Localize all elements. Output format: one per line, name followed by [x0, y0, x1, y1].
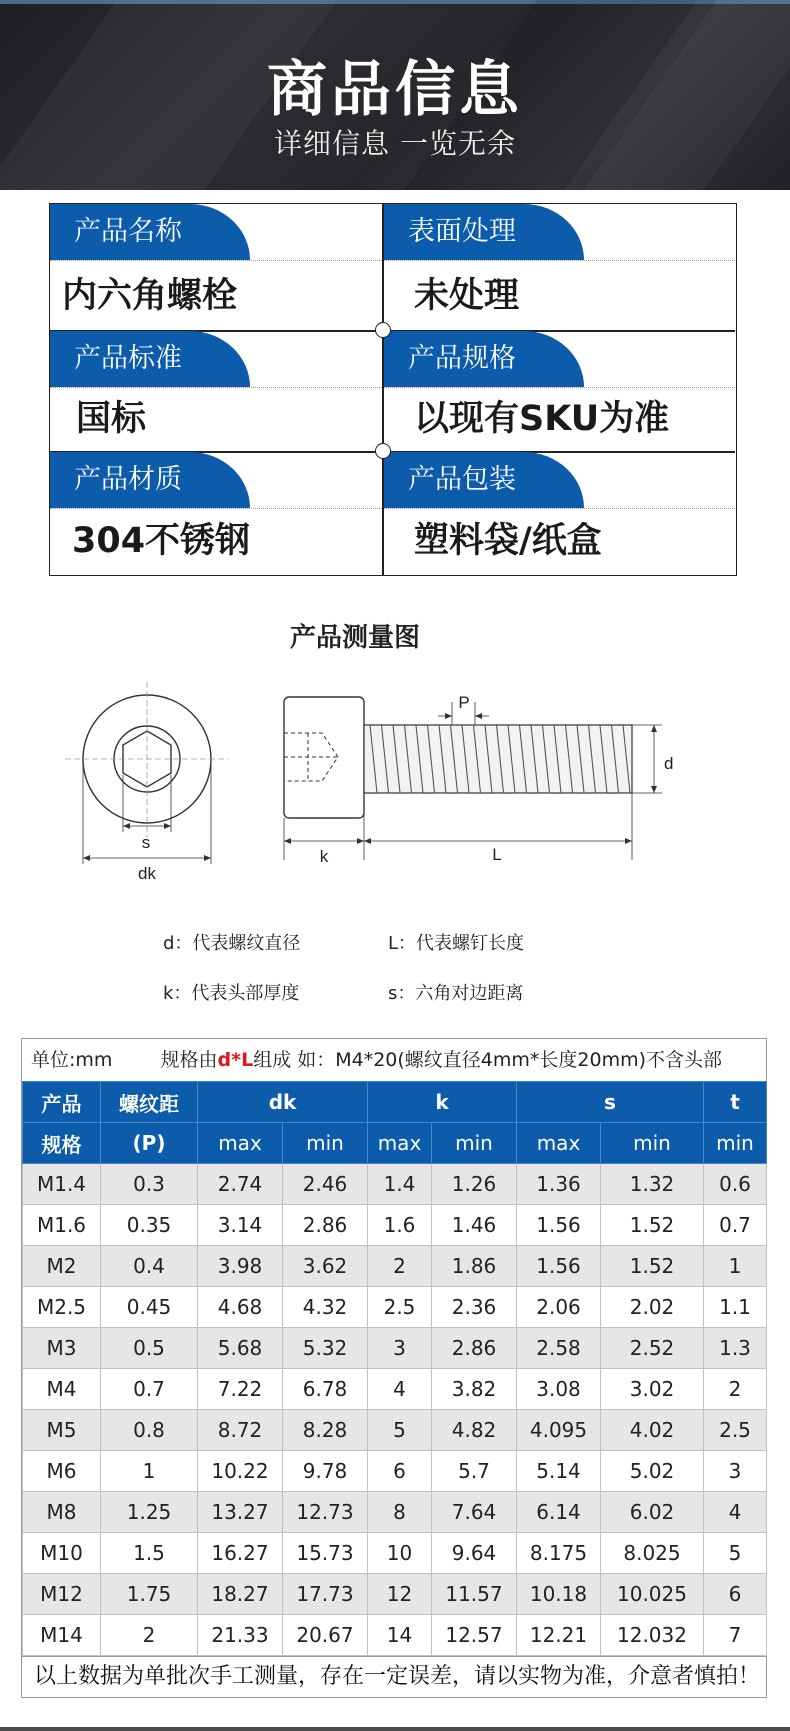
table-row	[23, 1369, 767, 1410]
table-cell: 9.64	[432, 1533, 517, 1574]
table-cell: M3	[23, 1328, 101, 1369]
header-s: s	[517, 1082, 704, 1123]
label-product-material: 产品材质	[50, 452, 250, 508]
table-cell: 3	[368, 1328, 432, 1369]
table-cell: 1.4	[368, 1164, 432, 1205]
table-cell: 14	[368, 1615, 432, 1656]
table-cell: 0.45	[101, 1287, 198, 1328]
subheader-dk-max: max	[198, 1123, 283, 1164]
table-cell: M8	[23, 1492, 101, 1533]
side-view	[284, 697, 662, 860]
header-pitch: 螺纹距	[101, 1082, 198, 1123]
table-cell: 1.56	[517, 1205, 601, 1246]
table-cell: 16.27	[198, 1533, 283, 1574]
subheader-k-max: max	[368, 1123, 432, 1164]
table-cell: 0.4	[101, 1246, 198, 1287]
subheader-s-min: min	[601, 1123, 704, 1164]
value-product-packaging: 塑料袋/纸盒	[414, 521, 602, 561]
table-cell: 2.46	[283, 1164, 368, 1205]
table-cell: 1.25	[101, 1492, 198, 1533]
table-cell: 5.32	[283, 1328, 368, 1369]
table-cell: M2.5	[23, 1287, 101, 1328]
table-cell: 2.74	[198, 1164, 283, 1205]
table-cell: 8.28	[283, 1410, 368, 1451]
table-cell: 3	[704, 1451, 767, 1492]
table-cell: 13.27	[198, 1492, 283, 1533]
subheader-spec: 规格	[23, 1123, 101, 1164]
table-cell: M4	[23, 1369, 101, 1410]
note-highlight: d*L	[217, 1049, 254, 1071]
table-cell: M1.6	[23, 1205, 101, 1246]
table-cell: 17.73	[283, 1574, 368, 1615]
table-cell: 1.46	[432, 1205, 517, 1246]
table-cell: 4	[704, 1492, 767, 1533]
note-suffix: 组成 如：M4*20(螺纹直径4mm*长度20mm)不含头部	[253, 1049, 723, 1071]
table-cell: 3.62	[283, 1246, 368, 1287]
legend-l: L：代表螺钉长度	[388, 933, 525, 954]
bottom-bar	[0, 1727, 790, 1731]
table-cell: 6.78	[283, 1369, 368, 1410]
table-cell: 4	[368, 1369, 432, 1410]
table-cell: 1.6	[368, 1205, 432, 1246]
table-cell: M1.4	[23, 1164, 101, 1205]
table-cell: 12	[368, 1574, 432, 1615]
table-row	[23, 1287, 767, 1328]
table-cell: 10.22	[198, 1451, 283, 1492]
table-cell: 5.68	[198, 1328, 283, 1369]
table-cell: 7.64	[432, 1492, 517, 1533]
dim-label-k: k	[319, 847, 329, 866]
table-cell: 2.5	[368, 1287, 432, 1328]
table-cell: 2.02	[601, 1287, 704, 1328]
table-cell: 8.025	[601, 1533, 704, 1574]
table-cell: 8	[368, 1492, 432, 1533]
table-cell: 0.6	[704, 1164, 767, 1205]
table-cell: 0.8	[101, 1410, 198, 1451]
diagram-title: 产品测量图	[289, 623, 420, 653]
subheader-dk-min: min	[283, 1123, 368, 1164]
legend-k: k：代表头部厚度	[163, 983, 300, 1004]
table-cell: 10.18	[517, 1574, 601, 1615]
table-cell: 6.02	[601, 1492, 704, 1533]
table-cell: 5	[368, 1410, 432, 1451]
table-cell: M12	[23, 1574, 101, 1615]
table-cell: 3.14	[198, 1205, 283, 1246]
header-t: t	[704, 1082, 767, 1123]
table-cell: 15.73	[283, 1533, 368, 1574]
unit-label: 单位:mm	[31, 1049, 113, 1071]
table-cell: 3.08	[517, 1369, 601, 1410]
table-cell: 1.5	[101, 1533, 198, 1574]
table-cell: 0.7	[704, 1205, 767, 1246]
table-cell: 5.14	[517, 1451, 601, 1492]
table-cell: 1	[704, 1246, 767, 1287]
table-cell: 3.98	[198, 1246, 283, 1287]
value-product-standard: 国标	[76, 399, 147, 439]
spec-table-body	[23, 1164, 767, 1656]
dim-label-s: s	[141, 833, 151, 852]
table-cell: 2.06	[517, 1287, 601, 1328]
header-spec: 产品	[23, 1082, 101, 1123]
table-cell: 1.52	[601, 1205, 704, 1246]
dim-label-p: P	[458, 693, 470, 712]
table-cell: 6.14	[517, 1492, 601, 1533]
table-cell: 6	[368, 1451, 432, 1492]
subheader-s-max: max	[517, 1123, 601, 1164]
table-cell: 1.52	[601, 1246, 704, 1287]
table-row	[23, 1615, 767, 1656]
table-cell: 1.26	[432, 1164, 517, 1205]
table-cell: 5	[704, 1533, 767, 1574]
table-cell: 1.32	[601, 1164, 704, 1205]
banner-title: 商品信息	[267, 55, 523, 125]
spec-unit-note	[22, 1039, 766, 1081]
table-cell: 2.5	[704, 1410, 767, 1451]
table-cell: 0.3	[101, 1164, 198, 1205]
table-cell: 7.22	[198, 1369, 283, 1410]
table-cell: 21.33	[198, 1615, 283, 1656]
table-cell: 5.02	[601, 1451, 704, 1492]
table-cell: 0.5	[101, 1328, 198, 1369]
table-cell: 1.36	[517, 1164, 601, 1205]
table-cell: 8.175	[517, 1533, 601, 1574]
table-row	[23, 1492, 767, 1533]
table-cell: 2	[368, 1246, 432, 1287]
header-k: k	[368, 1082, 517, 1123]
table-row	[23, 1328, 767, 1369]
legend-s: s：六角对边距离	[388, 983, 524, 1004]
table-cell: 5.7	[432, 1451, 517, 1492]
table-cell: 4.82	[432, 1410, 517, 1451]
legend-d: d：代表螺纹直径	[163, 933, 301, 954]
note-text: 规格由	[160, 1049, 218, 1071]
table-cell: 7	[704, 1615, 767, 1656]
table-row	[23, 1451, 767, 1492]
label-product-name: 产品名称	[50, 204, 250, 260]
table-cell: M2	[23, 1246, 101, 1287]
table-row	[23, 1246, 767, 1287]
table-cell: 1.3	[704, 1328, 767, 1369]
spec-table-panel	[21, 1038, 767, 1698]
table-cell: 1.56	[517, 1246, 601, 1287]
table-cell: 12.57	[432, 1615, 517, 1656]
table-cell: 2.36	[432, 1287, 517, 1328]
value-product-material: 304不锈钢	[72, 521, 251, 561]
table-cell: 12.032	[601, 1615, 704, 1656]
table-cell: 4.68	[198, 1287, 283, 1328]
table-cell: 4.02	[601, 1410, 704, 1451]
header-dk: dk	[198, 1082, 368, 1123]
table-cell: 2	[101, 1615, 198, 1656]
table-cell: M14	[23, 1615, 101, 1656]
table-cell: 0.7	[101, 1369, 198, 1410]
table-cell: 1.75	[101, 1574, 198, 1615]
table-cell: 4.095	[517, 1410, 601, 1451]
subheader-pitch: (P)	[101, 1123, 198, 1164]
table-cell: 18.27	[198, 1574, 283, 1615]
table-cell: 10.025	[601, 1574, 704, 1615]
table-row	[23, 1533, 767, 1574]
table-cell: 3.02	[601, 1369, 704, 1410]
table-cell: 10	[368, 1533, 432, 1574]
dim-label-dk: dk	[138, 864, 156, 883]
table-cell: M6	[23, 1451, 101, 1492]
dim-label-d: d	[664, 754, 674, 773]
table-cell: 2.58	[517, 1328, 601, 1369]
table-cell: 1.1	[704, 1287, 767, 1328]
table-cell: 4.32	[283, 1287, 368, 1328]
label-product-spec: 产品规格	[384, 331, 584, 387]
table-cell: 11.57	[432, 1574, 517, 1615]
dim-label-l: L	[492, 845, 502, 864]
table-cell: 2.52	[601, 1328, 704, 1369]
table-cell: M5	[23, 1410, 101, 1451]
table-cell: 8.72	[198, 1410, 283, 1451]
table-cell: 6	[704, 1574, 767, 1615]
table-row	[23, 1164, 767, 1205]
subheader-t-min: min	[704, 1123, 767, 1164]
table-cell: 9.78	[283, 1451, 368, 1492]
table-cell: 1	[101, 1451, 198, 1492]
table-row	[23, 1410, 767, 1451]
label-product-standard: 产品标准	[50, 331, 250, 387]
spec-table	[22, 1081, 767, 1656]
subheader-k-min: min	[432, 1123, 517, 1164]
table-cell: 0.35	[101, 1205, 198, 1246]
table-row	[23, 1205, 767, 1246]
table-cell: 12.21	[517, 1615, 601, 1656]
label-surface-treatment: 表面处理	[384, 204, 584, 260]
table-cell: 1.86	[432, 1246, 517, 1287]
table-cell: 2	[704, 1369, 767, 1410]
table-row	[23, 1574, 767, 1615]
value-surface-treatment: 未处理	[414, 276, 520, 316]
label-product-packaging: 产品包装	[384, 452, 584, 508]
table-cell: 20.67	[283, 1615, 368, 1656]
value-product-spec: 以现有SKU为准	[414, 399, 670, 439]
spec-disclaimer: 以上数据为单批次手工测量，存在一定误差，请以实物为准，介意者慎拍！	[22, 1656, 766, 1697]
value-product-name: 内六角螺栓	[62, 276, 238, 316]
banner-subtitle: 详细信息 一览无余	[274, 127, 516, 160]
table-cell: M10	[23, 1533, 101, 1574]
table-cell: 3.82	[432, 1369, 517, 1410]
table-cell: 2.86	[432, 1328, 517, 1369]
table-cell: 12.73	[283, 1492, 368, 1533]
table-cell: 2.86	[283, 1205, 368, 1246]
